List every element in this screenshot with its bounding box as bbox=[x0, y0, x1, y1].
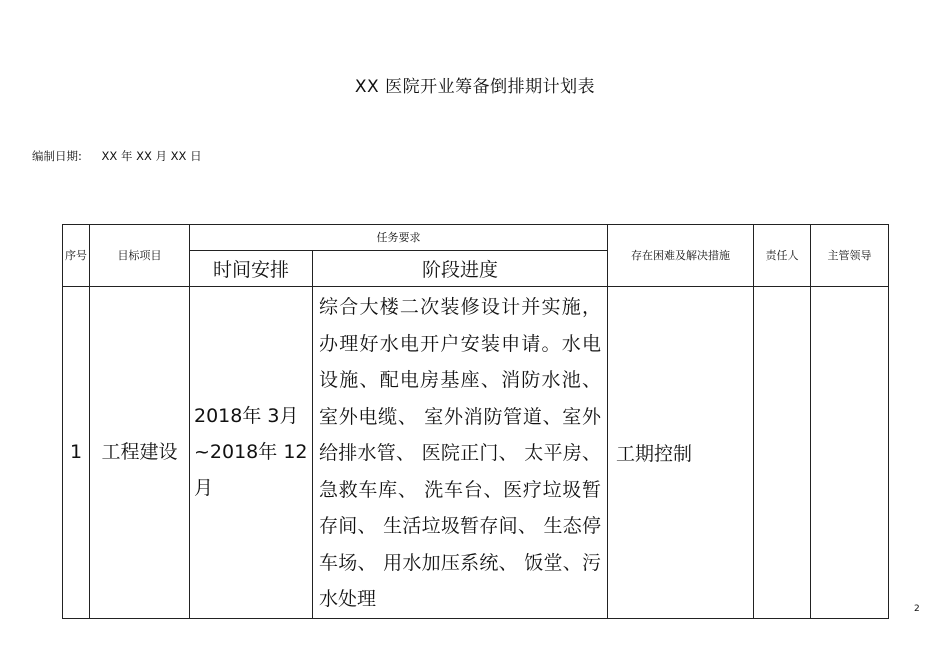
page-number: 2 bbox=[914, 604, 920, 614]
page-title: XX 医院开业筹备倒排期计划表 bbox=[354, 77, 596, 97]
header-leader: 主管领导 bbox=[811, 225, 889, 287]
compile-date bbox=[32, 148, 202, 164]
header-difficulties: 存在困难及解决措施 bbox=[608, 225, 754, 287]
row-index: 1 bbox=[63, 287, 90, 619]
row-time: 2018年 3月~2018年 12月 bbox=[190, 287, 313, 619]
row-difficulty: 工期控制 bbox=[608, 287, 754, 619]
header-target: 目标项目 bbox=[90, 225, 190, 287]
header-responsible: 责任人 bbox=[754, 225, 811, 287]
row-responsible bbox=[754, 287, 811, 619]
header-index: 序号 bbox=[63, 225, 90, 287]
header-time-schedule: 时间安排 bbox=[190, 251, 313, 287]
row-leader bbox=[811, 287, 889, 619]
row-target: 工程建设 bbox=[90, 287, 190, 619]
schedule-table bbox=[62, 224, 889, 619]
table-row bbox=[63, 287, 889, 619]
compile-date-label: 编制日期: bbox=[32, 149, 82, 163]
header-task-requirements: 任务要求 bbox=[190, 225, 608, 251]
header-stage-progress: 阶段进度 bbox=[313, 251, 608, 287]
row-progress: 综合大楼二次装修设计并实施，办理好水电开户安装申请。水电设施、配电房基座、消防水池、 室外电缆、 室外消防管道、室外给排水管、 医院正门、 太平房、 急救车库、 洗车台、医疗垃圾暂存间、 生活垃圾暂存间、 生态停车场、 用水加压系统、 饭堂、污水处理 bbox=[313, 287, 608, 619]
compile-date-value: XX 年 XX 月 XX 日 bbox=[101, 149, 202, 163]
